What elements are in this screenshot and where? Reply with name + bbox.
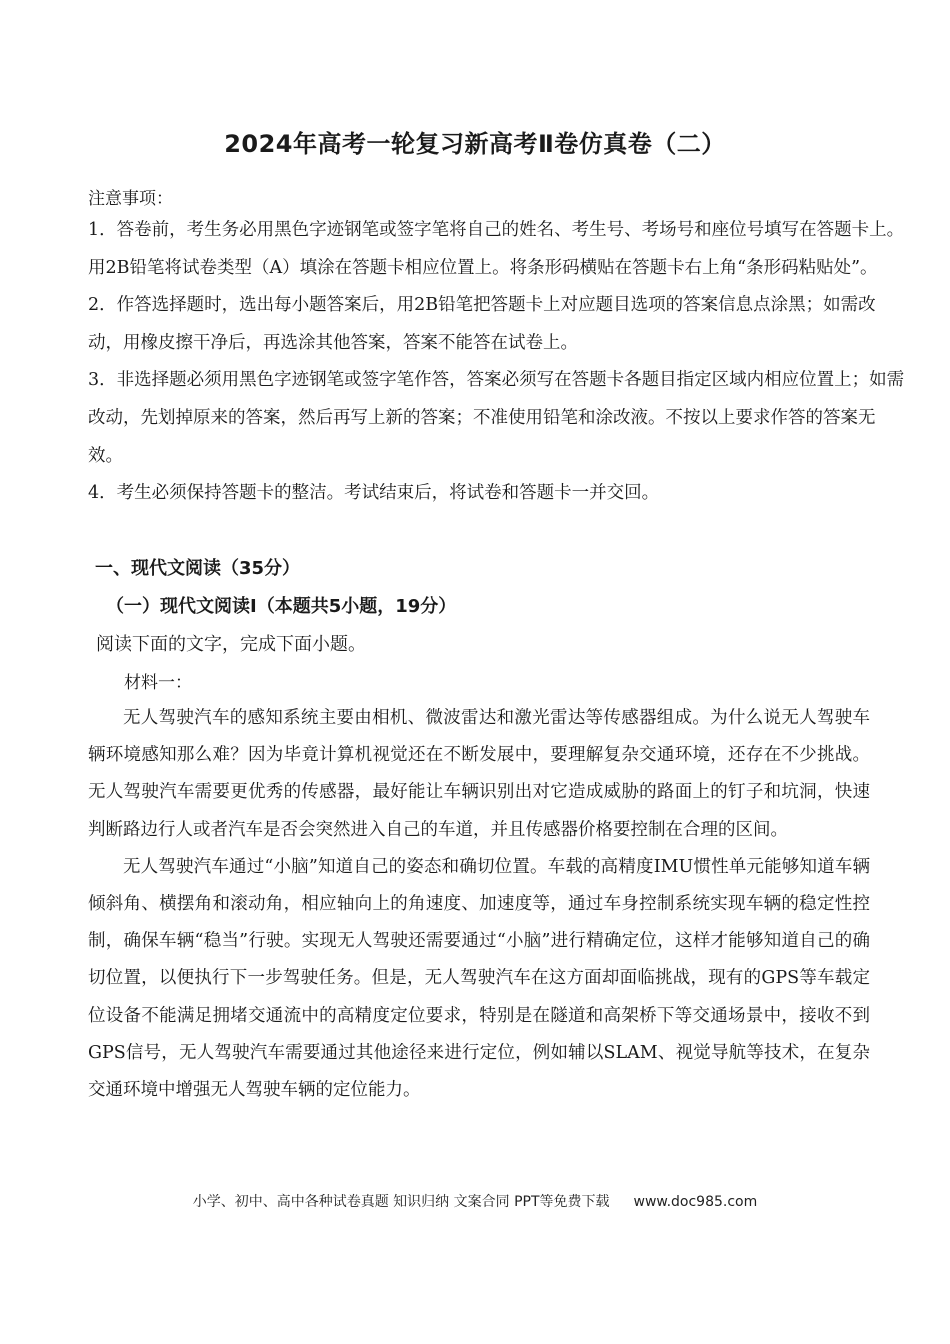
- notice-heading: 注意事项：: [88, 189, 173, 209]
- material-heading: 材料一：: [124, 673, 192, 693]
- material-body: [88, 700, 870, 1109]
- notice-item: 3．非选择题必须用黑色字迹钢笔或签字笔作答，答案必须写在答题卡各题目指定区域内相应位置上；如需改动，先划掉原来的答案，然后再写上新的答案；不准使用铅笔和涂改液。不按以上要求作答的答案无效。: [88, 370, 905, 466]
- notice-item: 4．考生必须保持答题卡的整洁。考试结束后，将试卷和答题卡一并交回。: [88, 483, 660, 504]
- page-footer: [0, 1191, 950, 1211]
- document-title: 2024年高考一轮复习新高考Ⅱ卷仿真卷（二）: [224, 130, 726, 158]
- footer-text: 小学、初中、高中各种试卷真题 知识归纳 文案合同 PPT等免费下载: [192, 1194, 610, 1210]
- reading-instruction: 阅读下面的文字，完成下面小题。: [96, 634, 366, 655]
- subsection-heading: （一）现代文阅读Ⅰ（本题共5小题，19分）: [106, 596, 457, 617]
- material-paragraph: 无人驾驶汽车通过“小脑”知道自己的姿态和确切位置。车载的高精度IMU惯性单元能够知道车辆倾斜角、横摆角和滚动角，相应轴向上的角速度、加速度等，通过车身控制系统实现车辆的稳定性控制，确保车辆“稳当”行驶。实现无人驾驶还需要通过“小脑”进行精确定位，这样才能够知道自己的确切位置，以便执行下一步驾驶任务。但是，无人驾驶汽车在这方面却面临挑战，现有的GPS等车载定位设备不能满足拥堵交通流中的高精度定位要求，特别是在隧道和高架桥下等交通场景中，接收不到GPS信号，无人驾驶汽车需要通过其他途径来进行定位，例如辅以SLAM、视觉导航等技术，在复杂交通环境中增强无人驾驶车辆的定位能力。: [88, 856, 870, 1101]
- material-paragraph: 无人驾驶汽车的感知系统主要由相机、微波雷达和激光雷达等传感器组成。为什么说无人驾驶车辆环境感知那么难？因为毕竟计算机视觉还在不断发展中，要理解复杂交通环境，还存在不少挑战。无人驾驶汽车需要更优秀的传感器，最好能让车辆识别出对它造成威胁的路面上的钉子和坑洞，快速判断路边行人或者汽车是否会突然进入自己的车道，并且传感器价格要控制在合理的区间。: [88, 708, 870, 840]
- notice-item: 2．作答选择题时，选出每小题答案后，用2B铅笔把答题卡上对应题目选项的答案信息点涂黑；如需改动，用橡皮擦干净后，再选涂其他答案，答案不能答在试卷上。: [88, 295, 876, 353]
- notice-item: 1．答卷前，考生务必用黑色字迹钢笔或签字笔将自己的姓名、考生号、考场号和座位号填写在答题卡上。用2B铅笔将试卷类型（A）填涂在答题卡相应位置上。将条形码横贴在答题卡右上角“条形码粘贴处”。: [88, 220, 905, 278]
- section-heading: 一、现代文阅读（35分）: [95, 558, 301, 579]
- footer-url[interactable]: www.doc985.com: [633, 1194, 758, 1210]
- notice-list: [88, 212, 908, 513]
